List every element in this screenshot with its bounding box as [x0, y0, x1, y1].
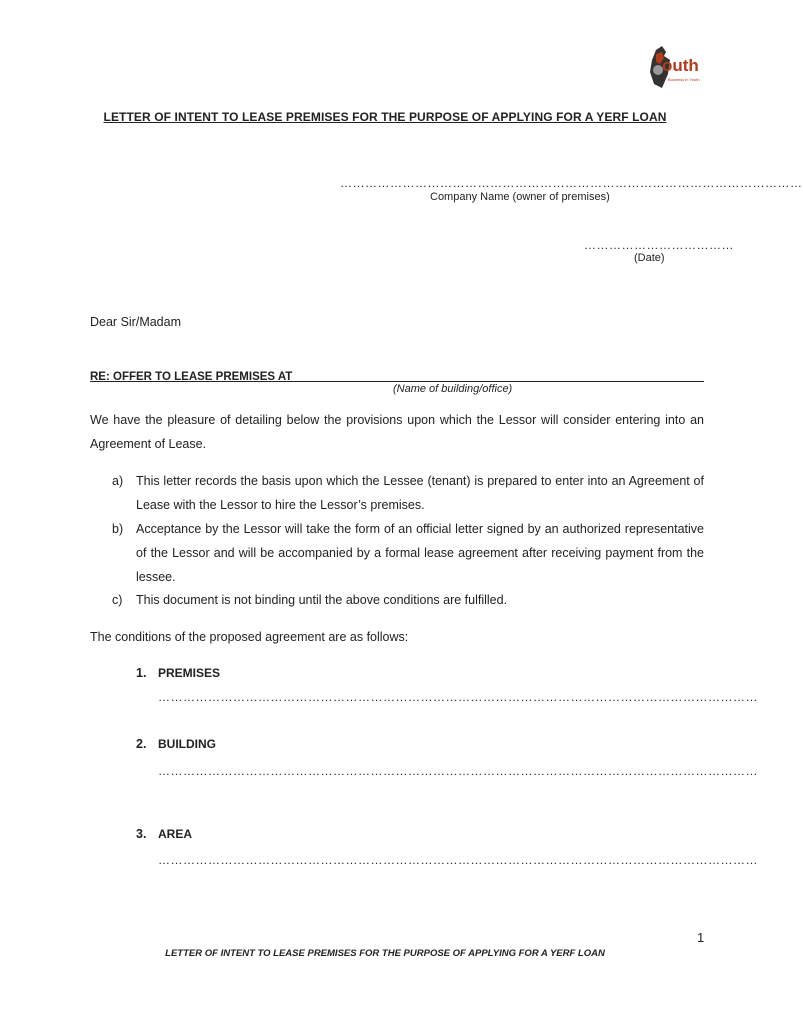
intro-paragraph: We have the pleasure of detailing below the provisions upon which the Lessor will consider entering into an Agreement of Lease.: [90, 413, 704, 451]
company-name-label: Company Name (owner of premises): [430, 191, 610, 203]
logo-tagline: Business in Youth: [668, 77, 700, 82]
condition-number: 3.: [136, 827, 147, 841]
page-number: 1: [697, 930, 705, 945]
document-title: LETTER OF INTENT TO LEASE PREMISES FOR THE PURPOSE OF APPLYING FOR A YERF LOAN: [103, 110, 667, 124]
salutation: Dear Sir/Madam: [90, 315, 181, 329]
condition-dots: ………………………………………………………………………………………………………………………………: [158, 853, 758, 867]
list-item: [112, 588, 704, 612]
condition-number: 1.: [136, 666, 147, 680]
logo-text: outh: [662, 56, 699, 75]
condition-dots: ………………………………………………………………………………………………………………………………: [158, 764, 758, 778]
company-name-dots: …………………………………………………………………………………………………: [340, 176, 803, 190]
list-text: Acceptance by the Lessor will take the form of an official letter signed by an authorized representative of the Lessor and will be accompanied by a formal lease agreement after receiving payment from the lessee.: [136, 522, 704, 584]
condition-heading: [136, 666, 220, 680]
list-text: This letter records the basis upon which the Lessee (tenant) is prepared to enter into an Agreement of Lease with the Lessor to hire the Lessor’s premises.: [136, 474, 704, 512]
condition-dots: ………………………………………………………………………………………………………………………………: [158, 690, 758, 704]
list-marker: b): [112, 522, 124, 536]
list-item: [112, 469, 704, 517]
condition-title: AREA: [158, 827, 193, 841]
company-logo: [642, 44, 708, 100]
condition-title: PREMISES: [158, 666, 221, 680]
list-item: [112, 517, 704, 589]
page-footer: LETTER OF INTENT TO LEASE PREMISES FOR THE PURPOSE OF APPLYING FOR A YERF LOAN: [165, 948, 605, 959]
condition-heading: [136, 737, 216, 751]
re-heading: RE: OFFER TO LEASE PREMISES AT: [90, 371, 293, 383]
list-marker: c): [112, 593, 123, 607]
condition-number: 2.: [136, 737, 147, 751]
list-marker: a): [112, 474, 124, 488]
date-dots: ………………………………: [584, 238, 734, 252]
condition-heading: [136, 827, 192, 841]
condition-title: BUILDING: [158, 737, 216, 751]
date-label: (Date): [634, 252, 665, 264]
re-line: [90, 367, 704, 382]
re-sublabel: (Name of building/office): [393, 383, 513, 395]
list-text: This document is not binding until the above conditions are fulfilled.: [136, 593, 508, 607]
conditions-intro: The conditions of the proposed agreement are as follows:: [90, 630, 409, 644]
